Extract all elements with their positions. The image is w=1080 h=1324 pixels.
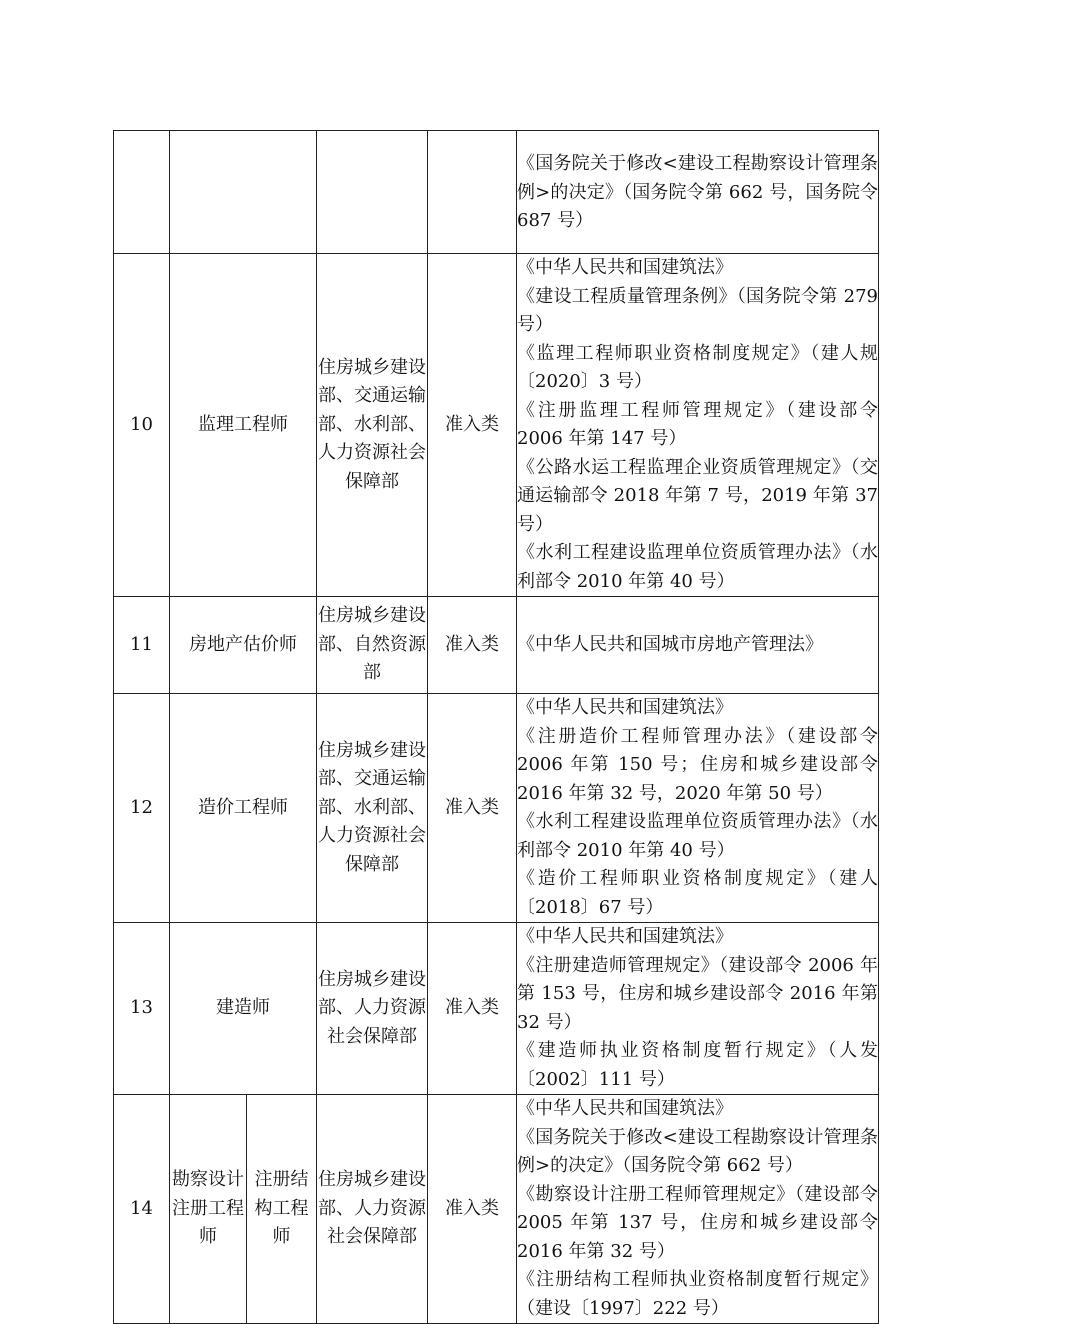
category [428, 131, 517, 254]
table-row [114, 923, 879, 1095]
legal-basis [517, 694, 879, 923]
row-number: 12 [114, 694, 170, 923]
category: 准入类 [428, 254, 517, 597]
department: 住房城乡建设部、自然资源部 [317, 597, 428, 694]
basis-item: 《建设工程质量管理条例》（国务院令第 279 号） [517, 285, 878, 335]
department: 住房城乡建设部、交通运输部、水利部、人力资源社会保障部 [317, 254, 428, 597]
legal-basis [517, 923, 879, 1095]
basis-item: 《注册结构工程师执业资格制度暂行规定》（建设〔1997〕222 号） [517, 1269, 878, 1319]
basis-item: 《中华人民共和国建筑法》 [517, 926, 733, 947]
row-number: 14 [114, 1095, 170, 1324]
basis-item: 《注册监理工程师管理规定》（建设部令 2006 年第 147 号） [517, 399, 878, 449]
legal-basis [517, 254, 879, 597]
row-number [114, 131, 170, 254]
basis-item: 《国务院关于修改<建设工程勘察设计管理条例>的决定》（国务院令第 662 号） [517, 1126, 878, 1176]
basis-item: 《公路水运工程监理企业资质管理规定》（交通运输部令 2018 年第 7 号，2019 年第 37 号） [517, 456, 878, 535]
qualification-name: 造价工程师 [170, 694, 317, 923]
qualification-name: 勘察设计注册工程师 [170, 1095, 247, 1324]
qualification-name: 监理工程师 [170, 254, 317, 597]
basis-item: 《注册建造师管理规定》（建设部令 2006 年第 153 号，住房和城乡建设部令 2016 年第 32 号） [517, 954, 878, 1033]
category: 准入类 [428, 694, 517, 923]
row-number: 13 [114, 923, 170, 1095]
category: 准入类 [428, 923, 517, 1095]
basis-item: 《国务院关于修改<建设工程勘察设计管理条例>的决定》（国务院令第 662 号，国务院令 687 号） [517, 153, 878, 232]
qualification-table [113, 130, 879, 1324]
department: 住房城乡建设部、交通运输部、水利部、人力资源社会保障部 [317, 694, 428, 923]
basis-item: 《造价工程师职业资格制度规定》（建人〔2018〕67 号） [517, 868, 878, 918]
basis-item: 《中华人民共和国建筑法》 [517, 257, 733, 278]
qualification-name: 房地产估价师 [170, 597, 317, 694]
qualification-name [170, 131, 317, 254]
table-row [114, 597, 879, 694]
basis-item: 《中华人民共和国建筑法》 [517, 1098, 733, 1119]
table-row [114, 694, 879, 923]
qualification-name: 建造师 [170, 923, 317, 1095]
basis-item: 《中华人民共和国建筑法》 [517, 697, 733, 718]
row-number: 10 [114, 254, 170, 597]
category: 准入类 [428, 597, 517, 694]
basis-item: 《监理工程师职业资格制度规定》（建人规〔2020〕3 号） [517, 342, 878, 392]
basis-item: 《勘察设计注册工程师管理规定》（建设部令 2005 年第 137 号，住房和城乡建设部令 2016 年第 32 号） [517, 1183, 878, 1262]
qualification-subname: 注册结构工程师 [247, 1095, 317, 1324]
legal-basis [517, 1095, 879, 1324]
department: 住房城乡建设部、人力资源社会保障部 [317, 923, 428, 1095]
basis-item: 《注册造价工程师管理办法》（建设部令 2006 年第 150 号；住房和城乡建设部令 2016 年第 32 号，2020 年第 50 号） [517, 725, 878, 804]
table-row [114, 254, 879, 597]
department: 住房城乡建设部、人力资源社会保障部 [317, 1095, 428, 1324]
legal-basis [517, 131, 879, 254]
basis-item: 《水利工程建设监理单位资质管理办法》（水利部令 2010 年第 40 号） [517, 542, 878, 592]
category: 准入类 [428, 1095, 517, 1324]
basis-item: 《建造师执业资格制度暂行规定》（人发〔2002〕111 号） [517, 1040, 878, 1090]
basis-item: 《水利工程建设监理单位资质管理办法》（水利部令 2010 年第 40 号） [517, 811, 878, 861]
basis-item: 《中华人民共和国城市房地产管理法》 [517, 633, 823, 655]
table-row [114, 1095, 879, 1324]
department [317, 131, 428, 254]
legal-basis [517, 597, 879, 694]
table-row-continuation [114, 131, 879, 254]
row-number: 11 [114, 597, 170, 694]
